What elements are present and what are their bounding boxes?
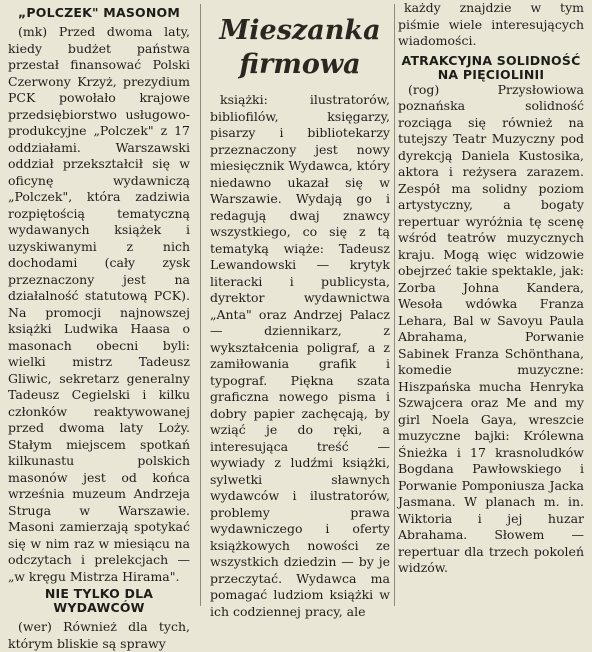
section-title	[210, 14, 390, 82]
article-body-polczek: (mk) Przed dwoma laty, kiedy budżet państwa przestał finansować Polski Czerwony Krzyż, prezydium PCK powołało krajowe przedsiębiorstwo usługowo-produkcyjne „Polczek" z 17 oddziałami. Warszawski oddział przekształcił się w oficynę wydawniczą „Polczek", która zadziwia rozpiętością tematyczną wydawanych książek i uzyskiwanymi z nich dochodami (cały zysk przeznaczony jest na działalność statutową PCK). Na promocji najnowszej książki Ludwika Haasa o masonach obecni byli: wielki mistrz Tadeusz Gliwic, sekretarz generalny Tadeusz Cegielski i kilku członków reaktywowanej przed dwoma laty Loży. Stałym miejscem spotkań kilkunastu polskich masonów jest od końca września muzeum Andrzeja Struga w Warszawie. Masoni zamierzają spotykać się w nim raz w miesiącu na odczytach i prelekcjach — „w kręgu Mistrza Hirama".	[8, 24, 190, 584]
article-body-wydawcow-start: (wer) Również dla tych, którym bliskie są sprawy	[8, 619, 190, 651]
section-title-line1: Mieszanka	[219, 15, 381, 46]
column-2	[210, 0, 390, 619]
column-rule	[394, 4, 395, 606]
column-3	[398, 0, 584, 610]
section-title-line2: firmowa	[239, 49, 361, 80]
article-body-wydawcow-end: każdy znajdzie w tym piśmie wiele interesujących wiadomości.	[398, 0, 584, 48]
article-heading-atrakcyjna: ATRAKCYJNA SOLIDNOŚĆ NA PIĘCIOLINII	[401, 52, 581, 82]
article-heading-wydawcow: NIE TYLKO DLA WYDAWCÓW	[44, 586, 154, 615]
article-heading-polczek: „POLCZEK" MASONOM	[18, 5, 180, 20]
column-rule	[200, 4, 201, 606]
column-1	[8, 0, 190, 651]
article-body-atrakcyjna: (rog) Przysłowiowa poznańska solidność rozciąga się również na tutejszy Teatr Muzyczny pod dyrekcją Daniela Kustosika, aktora i reżysera zarazem. Zespół ma solidny poziom artystyczny, a bogaty repertuar wyróżnia tę scenę wśród teatrów muzycznych kraju. Mogą więc widzowie obejrzeć takie spektakle, jak: Zorba Johna Kandera, Wesoła wdówka Franza Lehara, Bal w Savoyu Paula Abrahama, Porwanie Sabinek Franza Schönthana, komedie muzyczne: Hiszpańska mucha Henryka Szwajcera oraz Me and my girl Noela Gaya, wreszcie muzyczne bajki: Królewna Śnieżka i 17 krasnoludków Bogdana Pawłowskiego i Porwanie Pomponiusza Jacka Jasmana. W planach m. in. Wiktoria i jej huzar Abrahama. Słowem — repertuar dla trzech pokoleń widzów.	[398, 81, 584, 575]
article-body-wydawcow-cont: książki: ilustratorów, bibliofilów, księgarzy, pisarzy i bibliotekarzy przeznaczony jest nowy miesięcznik Wydawca, który niedawno ukazał się w Warszawie. Wydają go i redagują dwaj znawcy wszystkiego, co się z tą tematyką wiąże: Tadeusz Lewandowski — krytyk literacki i publicysta, dyrektor wydawnictwa „Anta" oraz Andrzej Palacz — dziennikarz, z wykształcenia poligraf, a z zamiłowania grafik i typograf. Piękna szata graficzna nowego pisma i dobry papier zachęcają, by wziąć je do ręki, a interesująca treść — wywiady z ludźmi książki, sylwetki sławnych wydawców i ilustratorów, problemy prawa wydawniczego i oferty książkowych nowości ze wszystkich dziedzin — by je przeczytać. Wydawca ma pomagać ludziom książki w ich codziennej pracy, ale	[210, 92, 390, 619]
